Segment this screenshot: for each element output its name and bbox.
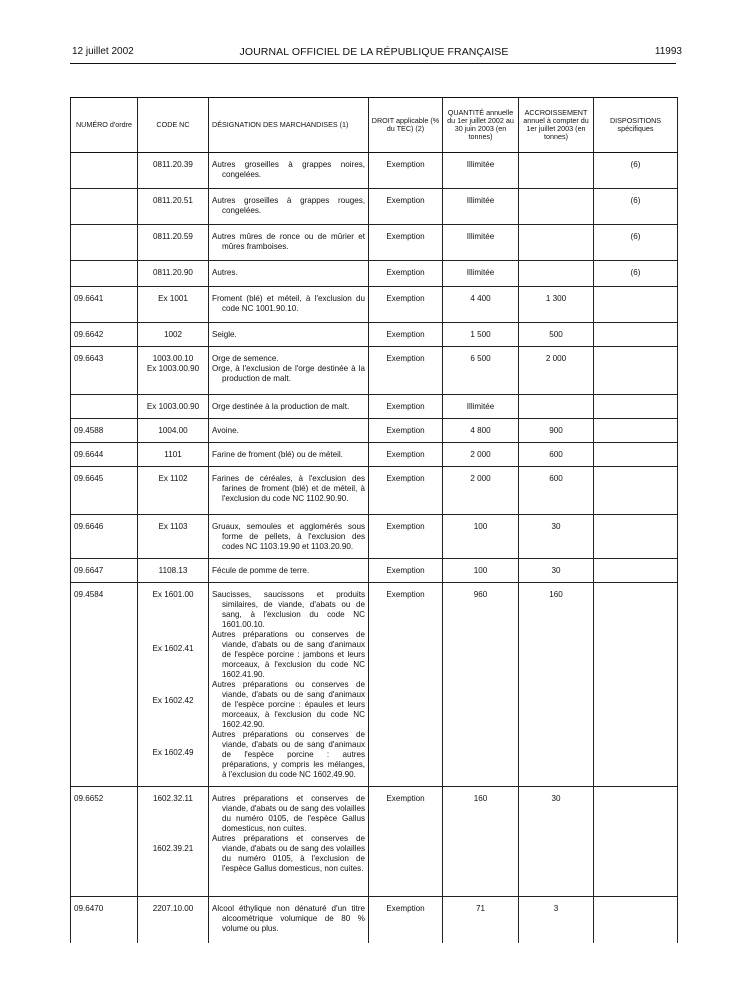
cell-designation	[209, 897, 369, 943]
page-number: 11993	[654, 46, 682, 57]
cell-code	[138, 897, 209, 943]
cell-quantite: Illimitée	[443, 153, 519, 189]
designation-text: Farines de céréales, à l'exclusion des farines de froment (blé) et de méteil, à l'exclusion du code NC 1102.90.90.	[212, 474, 365, 503]
cell-designation	[209, 443, 369, 467]
designation-text: Farine de froment (blé) ou de méteil.	[212, 450, 343, 459]
cell-quantite: 100	[443, 515, 519, 559]
cell-code	[138, 443, 209, 467]
designation-text: Fécule de pomme de terre.	[212, 566, 310, 575]
cell-numero: 09.6641	[71, 287, 138, 323]
code-nc: 2207.10.00	[152, 904, 194, 913]
cell-droit: Exemption	[369, 153, 443, 189]
cell-accroissement	[519, 395, 594, 419]
journal-title: JOURNAL OFFICIEL DE LA RÉPUBLIQUE FRANÇAISE	[239, 46, 509, 58]
code-nc: Ex 1602.42	[152, 696, 194, 705]
cell-dispositions	[594, 467, 678, 515]
cell-dispositions: (6)	[594, 153, 678, 189]
cell-quantite: 160	[443, 787, 519, 897]
code-nc: Ex 1102	[158, 474, 188, 483]
designation-text: Orge destinée à la production de malt.	[212, 402, 350, 411]
designation-text: Gruaux, semoules et agglomérés sous forme de pellets, à l'exclusion des codes NC 1103.19.90 et 1103.20.90.	[212, 522, 365, 551]
cell-code	[138, 467, 209, 515]
cell-droit: Exemption	[369, 261, 443, 287]
cell-accroissement: 3	[519, 897, 594, 943]
code-nc: Ex 1003.00.90	[146, 364, 200, 373]
code-nc: 0811.20.90	[153, 268, 193, 277]
cell-quantite: Illimitée	[443, 225, 519, 261]
cell-numero: 09.6470	[71, 897, 138, 943]
cell-droit: Exemption	[369, 583, 443, 787]
cell-dispositions	[594, 347, 678, 395]
table-row	[71, 323, 678, 347]
designation-text: Seigle.	[212, 330, 237, 339]
cell-quantite: 960	[443, 583, 519, 787]
col-header-numero: NUMÉRO d'ordre	[71, 98, 138, 153]
designation-text: Autres groseilles à grappes noires, congelées.	[212, 160, 365, 179]
cell-numero: 09.6644	[71, 443, 138, 467]
cell-designation	[209, 787, 369, 897]
header-date: 12 juillet 2002	[72, 46, 134, 57]
code-nc: 1108.13	[158, 566, 188, 575]
designation-text: Saucisses, saucissons et produits similaires, de viande, d'abats ou de sang, à l'exclusion du code NC 1601.00.10.	[212, 590, 365, 629]
cell-accroissement: 160	[519, 583, 594, 787]
cell-droit: Exemption	[369, 419, 443, 443]
cell-droit: Exemption	[369, 395, 443, 419]
cell-droit: Exemption	[369, 225, 443, 261]
cell-dispositions	[594, 897, 678, 943]
designation-text: Orge de semence.	[212, 354, 279, 363]
cell-dispositions	[594, 583, 678, 787]
designation-text: Autres préparations ou conserves de viande, d'abats ou de sang d'animaux de l'espèce porcine : épaules et leurs morceaux, à l'exclusion du code NC 1602.42.90.	[212, 680, 365, 729]
cell-dispositions: (6)	[594, 225, 678, 261]
cell-quantite: 71	[443, 897, 519, 943]
designation-text: Autres mûres de ronce ou de mûrier et mûres framboises.	[212, 232, 365, 251]
table-row	[71, 225, 678, 261]
code-nc: 1003.00.10	[152, 354, 194, 363]
code-nc: Ex 1602.41	[152, 644, 194, 653]
designation-text: Autres groseilles à grappes rouges, congelées.	[212, 196, 365, 215]
cell-accroissement: 30	[519, 787, 594, 897]
cell-accroissement	[519, 225, 594, 261]
cell-dispositions	[594, 443, 678, 467]
designation-text: Alcool éthylique non dénaturé d'un titre alcoométrique volumique de 80 % volume ou plus.	[212, 904, 365, 933]
cell-designation	[209, 467, 369, 515]
table-row	[71, 287, 678, 323]
cell-code	[138, 287, 209, 323]
cell-numero	[71, 189, 138, 225]
code-nc: 1004.00	[158, 426, 188, 435]
cell-code	[138, 347, 209, 395]
col-header-dispositions: DISPOSITIONS spécifiques	[594, 98, 678, 153]
code-nc: Ex 1003.00.90	[146, 402, 200, 411]
cell-numero	[71, 225, 138, 261]
code-nc: Ex 1601.00	[152, 590, 194, 599]
cell-numero	[71, 153, 138, 189]
cell-accroissement: 30	[519, 559, 594, 583]
cell-code	[138, 583, 209, 787]
code-nc: 0811.20.39	[153, 160, 193, 169]
col-header-designation: DÉSIGNATION DES MARCHANDISES (1)	[209, 98, 369, 153]
cell-droit: Exemption	[369, 787, 443, 897]
cell-quantite: 100	[443, 559, 519, 583]
cell-quantite: 2 000	[443, 467, 519, 515]
cell-code	[138, 559, 209, 583]
table-row	[71, 515, 678, 559]
cell-code	[138, 323, 209, 347]
table-row	[71, 583, 678, 787]
cell-accroissement	[519, 189, 594, 225]
cell-dispositions	[594, 287, 678, 323]
cell-dispositions	[594, 787, 678, 897]
table-row	[71, 153, 678, 189]
table-header-row	[71, 98, 678, 153]
cell-designation	[209, 395, 369, 419]
cell-droit: Exemption	[369, 323, 443, 347]
cell-quantite: 4 400	[443, 287, 519, 323]
cell-accroissement: 600	[519, 467, 594, 515]
col-header-code: CODE NC	[138, 98, 209, 153]
designation-text: Autres.	[212, 268, 238, 277]
table-row	[71, 897, 678, 943]
cell-code	[138, 153, 209, 189]
table-row	[71, 559, 678, 583]
cell-droit: Exemption	[369, 467, 443, 515]
table-row	[71, 787, 678, 897]
cell-dispositions: (6)	[594, 189, 678, 225]
cell-dispositions	[594, 515, 678, 559]
code-nc: 1101	[164, 450, 182, 459]
cell-designation	[209, 559, 369, 583]
cell-designation	[209, 419, 369, 443]
cell-quantite: 6 500	[443, 347, 519, 395]
cell-dispositions	[594, 323, 678, 347]
cell-code	[138, 189, 209, 225]
table-row	[71, 419, 678, 443]
designation-text: Autres préparations et conserves de viande, d'abats ou de sang des volailles du numéro 0105, à l'exclusion de l'espèce Gallus domesticus, non cuites.	[212, 834, 365, 873]
designation-text: Froment (blé) et méteil, à l'exclusion du code NC 1001.90.10.	[212, 294, 365, 313]
code-nc: Ex 1602.49	[152, 748, 194, 757]
cell-droit: Exemption	[369, 515, 443, 559]
table-row	[71, 443, 678, 467]
cell-numero: 09.6652	[71, 787, 138, 897]
code-nc: Ex 1001	[158, 294, 188, 303]
cell-droit: Exemption	[369, 287, 443, 323]
col-header-droit: DROIT applicable (% du TEC) (2)	[369, 98, 443, 153]
table-row	[71, 395, 678, 419]
cell-dispositions	[594, 559, 678, 583]
cell-accroissement: 500	[519, 323, 594, 347]
cell-quantite: Illimitée	[443, 395, 519, 419]
cell-dispositions	[594, 395, 678, 419]
cell-quantite: 1 500	[443, 323, 519, 347]
cell-quantite: 2 000	[443, 443, 519, 467]
cell-designation	[209, 583, 369, 787]
cell-accroissement: 900	[519, 419, 594, 443]
cell-accroissement: 30	[519, 515, 594, 559]
table-row	[71, 467, 678, 515]
code-nc: Ex 1103	[158, 522, 188, 531]
cell-code	[138, 225, 209, 261]
cell-designation	[209, 347, 369, 395]
cell-quantite: Illimitée	[443, 261, 519, 287]
cell-designation	[209, 515, 369, 559]
table-row	[71, 261, 678, 287]
cell-numero: 09.6646	[71, 515, 138, 559]
table-row	[71, 347, 678, 395]
cell-accroissement: 600	[519, 443, 594, 467]
cell-accroissement	[519, 153, 594, 189]
col-header-quantite: QUANTITÉ annuelle du 1er juillet 2002 au 30 juin 2003 (en tonnes)	[443, 98, 519, 153]
designation-text: Autres préparations ou conserves de viande, d'abats ou de sang d'animaux de l'espèce porcine : autres préparations, y compris les mélanges, à l'exclusion du code NC 1602.49.90.	[212, 730, 365, 779]
cell-code	[138, 787, 209, 897]
cell-accroissement: 1 300	[519, 287, 594, 323]
cell-numero: 09.6642	[71, 323, 138, 347]
table-row	[71, 189, 678, 225]
cell-numero: 09.6645	[71, 467, 138, 515]
cell-designation	[209, 225, 369, 261]
cell-numero	[71, 261, 138, 287]
cell-accroissement	[519, 261, 594, 287]
code-nc: 0811.20.59	[153, 232, 193, 241]
cell-droit: Exemption	[369, 897, 443, 943]
cell-designation	[209, 323, 369, 347]
cell-code	[138, 395, 209, 419]
cell-dispositions: (6)	[594, 261, 678, 287]
cell-numero: 09.4584	[71, 583, 138, 787]
designation-text: Autres préparations ou conserves de viande, d'abats ou de sang d'animaux de l'espèce porcine : jambons et leurs morceaux, à l'exclusion du code NC 1602.41.90.	[212, 630, 365, 679]
cell-droit: Exemption	[369, 559, 443, 583]
cell-droit: Exemption	[369, 443, 443, 467]
cell-code	[138, 261, 209, 287]
code-nc: 0811.20.51	[153, 196, 193, 205]
designation-text: Avoine.	[212, 426, 239, 435]
cell-numero: 09.4588	[71, 419, 138, 443]
cell-accroissement: 2 000	[519, 347, 594, 395]
header-rule	[70, 63, 676, 64]
cell-quantite: Illimitée	[443, 189, 519, 225]
cell-quantite: 4 800	[443, 419, 519, 443]
tariff-quota-table	[70, 97, 678, 943]
code-nc: 1602.32.11	[153, 794, 193, 803]
cell-numero: 09.6643	[71, 347, 138, 395]
cell-droit: Exemption	[369, 189, 443, 225]
table-body	[71, 153, 678, 943]
cell-numero: 09.6647	[71, 559, 138, 583]
col-header-accroissement: ACCROISSEMENT annuel à compter du 1er juillet 2003 (en tonnes)	[519, 98, 594, 153]
cell-designation	[209, 261, 369, 287]
cell-code	[138, 419, 209, 443]
code-nc: 1602.39.21	[152, 844, 194, 853]
designation-text: Orge, à l'exclusion de l'orge destinée à la production de malt.	[212, 364, 365, 383]
code-nc: 1002	[163, 330, 182, 339]
designation-text: Autres préparations et conserves de viande, d'abats ou de sang des volailles du numéro 0105, de l'espèce Gallus domesticus, non cuites.	[212, 794, 365, 833]
cell-dispositions	[594, 419, 678, 443]
cell-numero	[71, 395, 138, 419]
cell-designation	[209, 153, 369, 189]
cell-designation	[209, 287, 369, 323]
cell-code	[138, 515, 209, 559]
cell-droit: Exemption	[369, 347, 443, 395]
cell-designation	[209, 189, 369, 225]
